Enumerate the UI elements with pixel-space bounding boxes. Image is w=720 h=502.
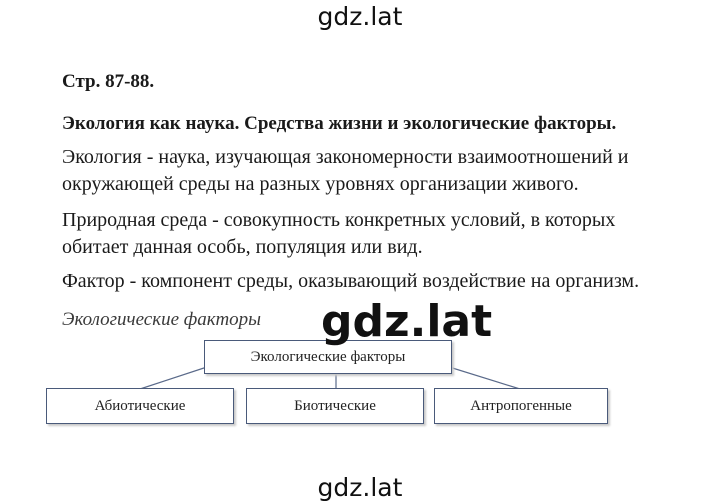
- connector-abiotic: [140, 366, 210, 389]
- paragraph-environment: Природная среда - совокупность конкретных условий, в которых обитает данная особь, популяция или вид.: [62, 209, 616, 258]
- diagram-node-abiotic: Абиотические: [46, 388, 234, 424]
- connector-anthro: [446, 366, 520, 389]
- watermark-middle: gdz.lat: [321, 296, 493, 347]
- section-heading: Экология как наука. Средства жизни и экологические факторы.: [62, 113, 617, 134]
- diagram-node-biotic: Биотические: [246, 388, 424, 424]
- page-number: Стр. 87-88.: [62, 71, 155, 92]
- diagram-node-root: Экологические факторы: [204, 340, 452, 374]
- diagram-node-anthropogenic: Антропогенные: [434, 388, 608, 424]
- paragraph-factor: Фактор - компонент среды, оказывающий воздействие на организм.: [62, 270, 640, 292]
- watermark-bottom: gdz.lat: [317, 473, 403, 502]
- paragraph-ecology: Экология - наука, изучающая закономерности взаимоотношений и окружающей среды на разных уровнях организации живого.: [62, 146, 629, 195]
- diagram-caption: Экологические факторы: [62, 309, 262, 330]
- watermark-top: gdz.lat: [317, 2, 403, 31]
